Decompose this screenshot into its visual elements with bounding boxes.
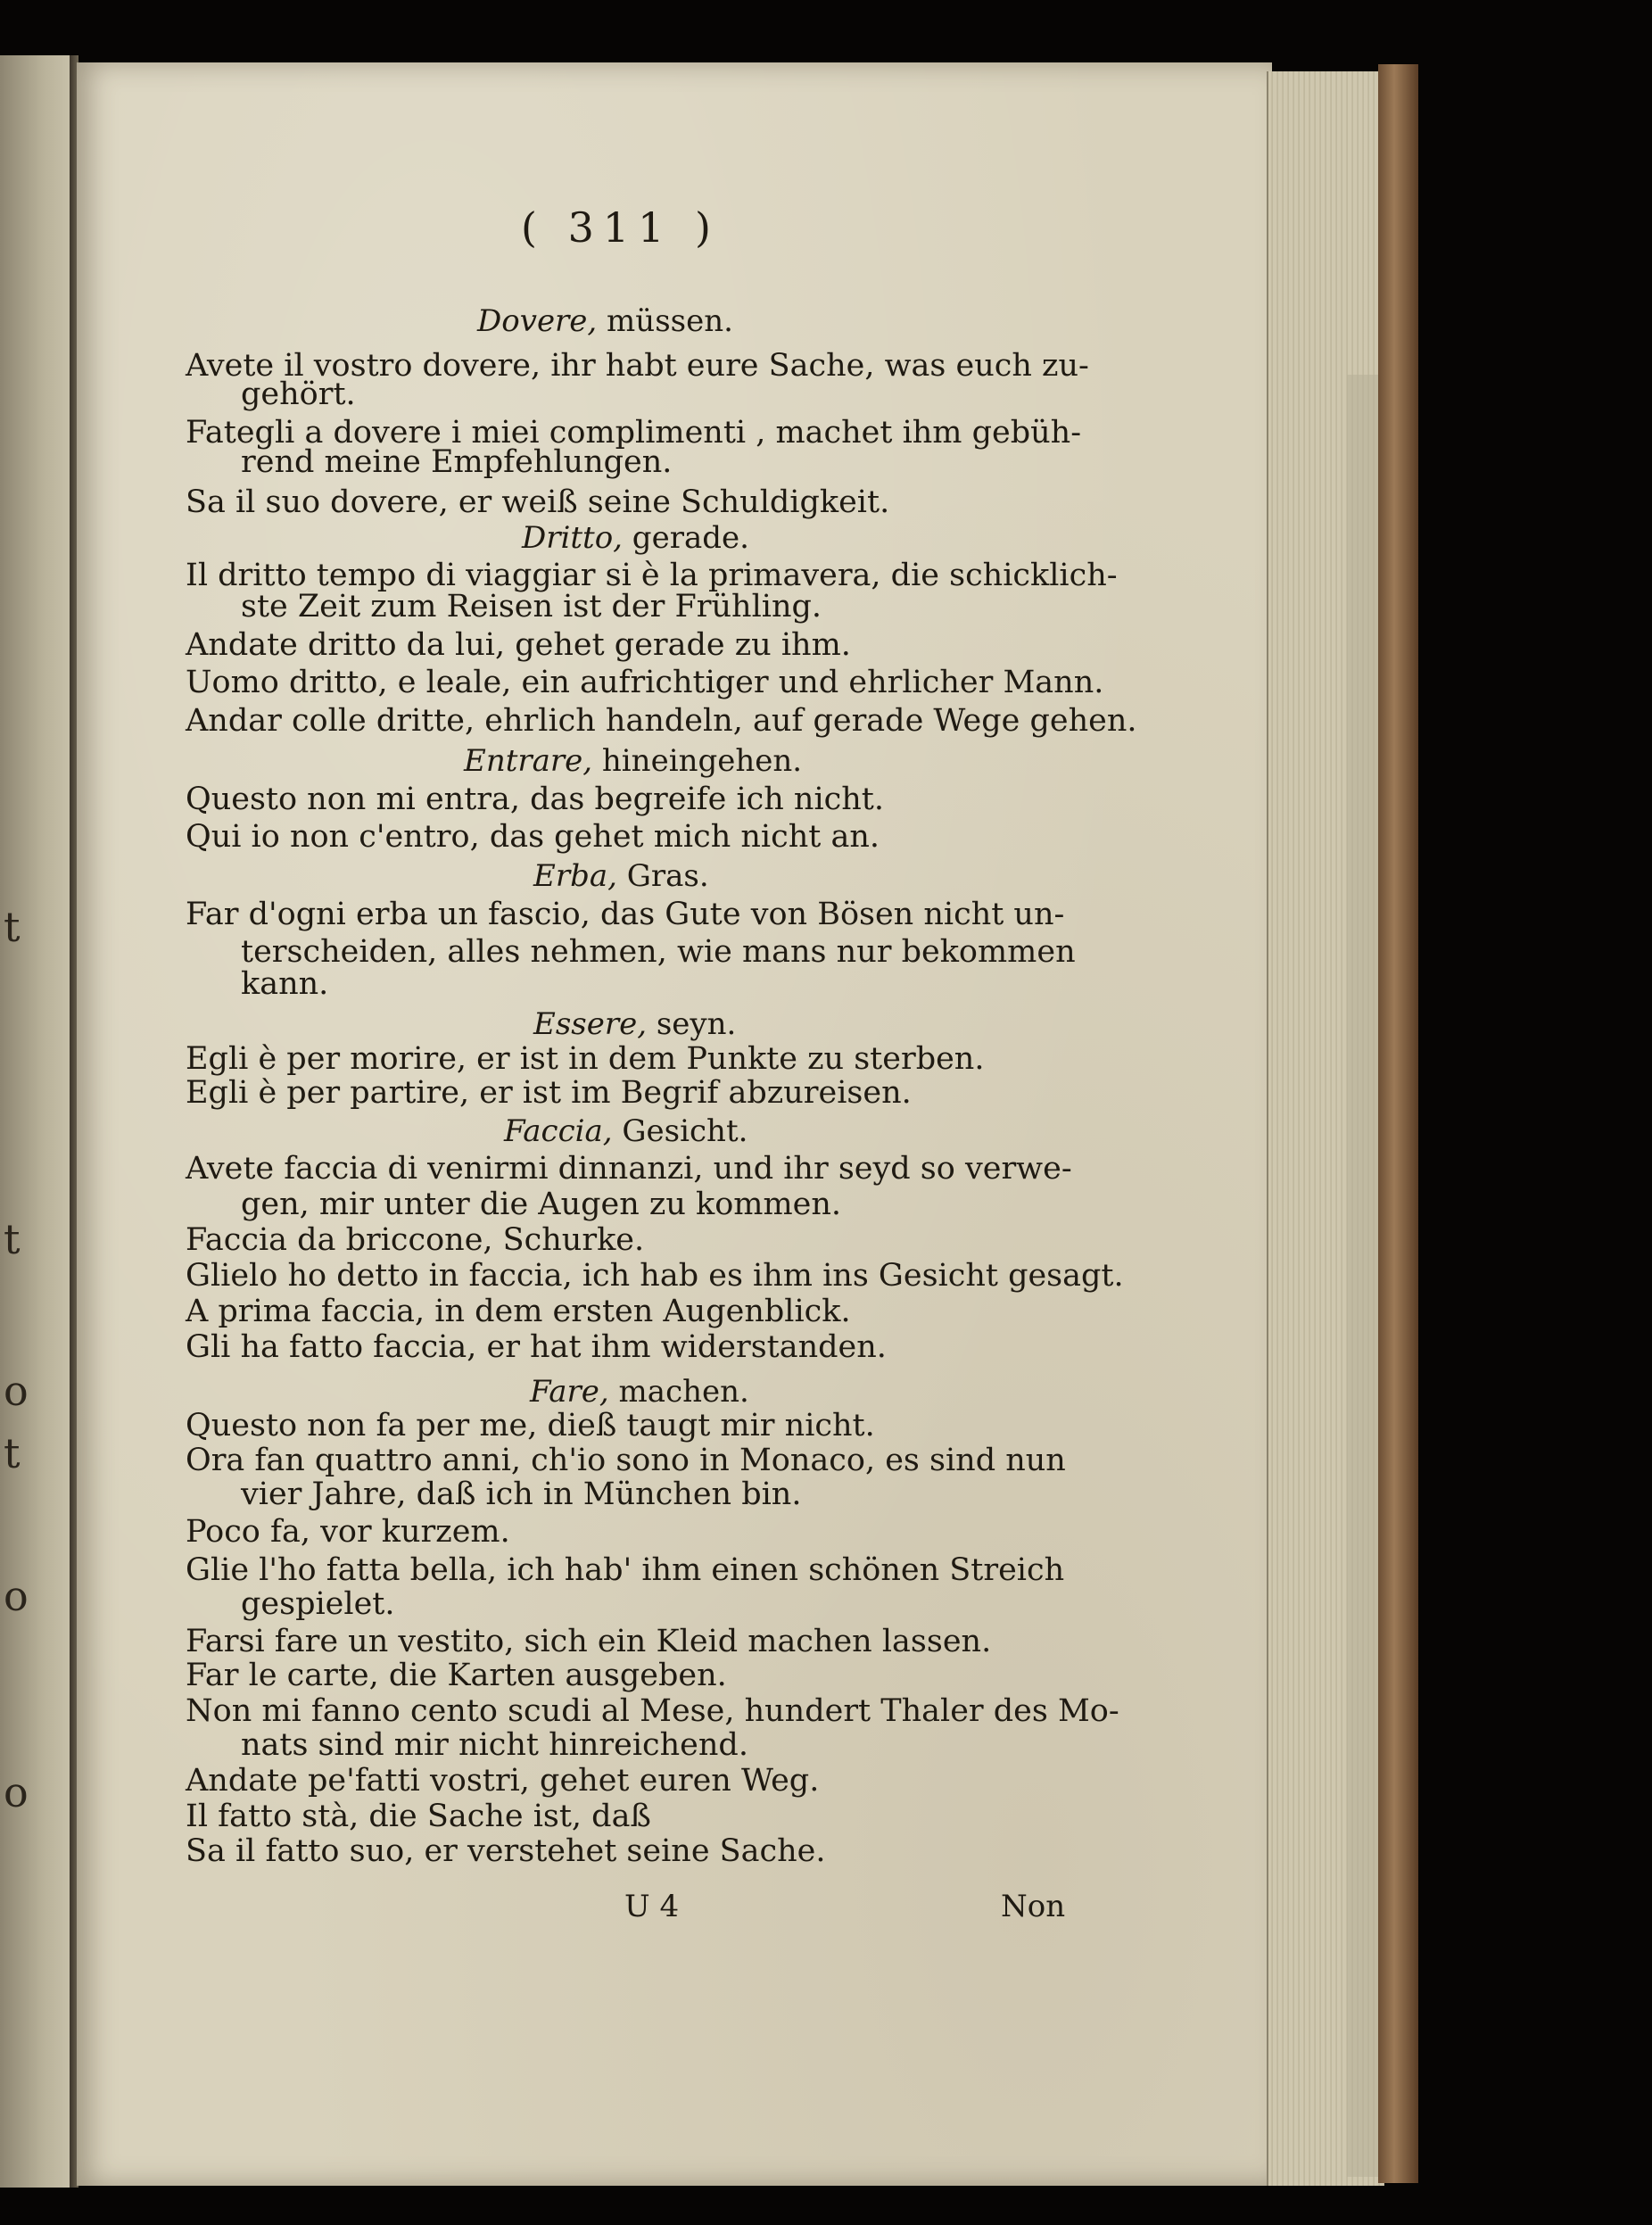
entry-line: Andate dritto da lui, gehet gerade zu ihm.	[186, 627, 851, 663]
entry-line: gehört.	[241, 376, 356, 412]
entry-line: terscheiden, alles nehmen, wie mans nur bekommen	[241, 934, 1076, 970]
entry-heading	[477, 303, 733, 339]
entry-line: Fategli a dovere i miei complimenti , machet ihm gebüh-	[186, 415, 1082, 451]
entry-line: Il fatto stà, die Sache ist, daß	[186, 1799, 651, 1834]
entry-heading	[533, 858, 709, 894]
entry-line: Questo non mi entra, das begreife ich nicht.	[186, 782, 884, 817]
catchword: Non	[1001, 1889, 1066, 1924]
left-page-char: t	[4, 1215, 21, 1263]
entry-line: Il dritto tempo di viaggiar si è la primavera, die schicklich-	[186, 558, 1118, 593]
entry-line: Glie l'ho fatta bella, ich hab' ihm einen schönen Streich	[186, 1552, 1065, 1588]
entry-line: Avete il vostro dovere, ihr habt eure Sache, was euch zu-	[186, 348, 1089, 384]
signature-mark: U 4	[624, 1889, 680, 1924]
entry-line: ste Zeit zum Reisen ist der Frühling.	[241, 589, 822, 624]
entry-heading-word: Dovere,	[477, 303, 598, 339]
entry-line: Qui io non c'entro, das gehet mich nicht an.	[186, 819, 880, 855]
entry-line: Sa il suo dovere, er weiß seine Schuldigkeit.	[186, 484, 890, 520]
entry-line: Andar colle dritte, ehrlich handeln, auf gerade Wege gehen.	[186, 703, 1137, 739]
entry-heading-translation: gerade.	[623, 520, 749, 556]
entry-heading-translation: müssen.	[597, 303, 733, 339]
entry-line: Far le carte, die Karten ausgeben.	[186, 1658, 727, 1693]
entry-line: Uomo dritto, e leale, ein aufrichtiger und ehrlicher Mann.	[186, 665, 1104, 700]
entry-line: Egli è per partire, er ist im Begrif abzureisen.	[186, 1075, 912, 1111]
entry-heading-word: Fare,	[530, 1374, 609, 1410]
left-page-char: o	[4, 1768, 29, 1816]
entry-line: kann.	[241, 966, 329, 1002]
left-page-edge	[0, 55, 76, 2188]
entry-line: Andate pe'fatti vostri, gehet euren Weg.	[186, 1763, 820, 1799]
left-page-char: o	[4, 1572, 29, 1620]
entry-line: rend meine Empfehlungen.	[241, 444, 673, 480]
entry-line: Poco fa, vor kurzem.	[186, 1514, 510, 1550]
book-cover-board	[1378, 64, 1418, 2183]
entry-line: Egli è per morire, er ist in dem Punkte zu sterben.	[186, 1041, 985, 1077]
entry-heading-word: Essere,	[533, 1006, 648, 1042]
entry-heading-word: Entrare,	[464, 743, 593, 779]
entry-line: Faccia da briccone, Schurke.	[186, 1222, 645, 1258]
entry-heading	[533, 1006, 736, 1042]
entry-line: nats sind mir nicht hinreichend.	[241, 1727, 748, 1763]
entry-line: gespielet.	[241, 1586, 395, 1622]
entry-heading	[464, 743, 802, 779]
entry-line: Glielo ho detto in faccia, ich hab es ihm ins Gesicht gesagt.	[186, 1258, 1124, 1294]
entry-line: Gli ha fatto faccia, er hat ihm widerstanden.	[186, 1329, 887, 1365]
entry-heading-word: Dritto,	[522, 520, 623, 556]
left-page-char: t	[4, 903, 21, 951]
left-page-char: o	[4, 1367, 29, 1415]
entry-heading	[522, 520, 749, 556]
entry-line: gen, mir unter die Augen zu kommen.	[241, 1187, 842, 1222]
entry-line: Questo non fa per me, dieß taugt mir nicht.	[186, 1408, 875, 1443]
entry-line: Far d'ogni erba un fascio, das Gute von Bösen nicht un-	[186, 897, 1065, 932]
page-number: ( 311 )	[521, 203, 720, 252]
entry-line: Non mi fanno cento scudi al Mese, hundert Thaler des Mo-	[186, 1693, 1119, 1729]
entry-heading-translation: seyn.	[647, 1006, 737, 1042]
entry-heading-word: Faccia,	[504, 1113, 613, 1149]
entry-heading-translation: Gesicht.	[612, 1113, 748, 1149]
entry-line: A prima faccia, in dem ersten Augenblick.	[186, 1294, 851, 1329]
entry-line: vier Jahre, daß ich in München bin.	[241, 1476, 802, 1512]
entry-line: Ora fan quattro anni, ch'io sono in Monaco, es sind nun	[186, 1443, 1066, 1478]
entry-heading-translation: hineingehen.	[592, 743, 803, 779]
entry-heading	[504, 1113, 748, 1149]
entry-line: Farsi fare un vestito, sich ein Kleid machen lassen.	[186, 1624, 992, 1659]
entry-heading-word: Erba,	[533, 858, 617, 894]
left-page-char: t	[4, 1429, 21, 1477]
entry-heading	[530, 1374, 749, 1410]
entry-heading-translation: Gras.	[616, 858, 709, 894]
entry-line: Avete faccia di venirmi dinnanzi, und ihr seyd so verwe-	[186, 1151, 1072, 1187]
entry-line: Sa il fatto suo, er verstehet seine Sache.	[186, 1833, 826, 1869]
entry-heading-translation: machen.	[608, 1374, 749, 1410]
